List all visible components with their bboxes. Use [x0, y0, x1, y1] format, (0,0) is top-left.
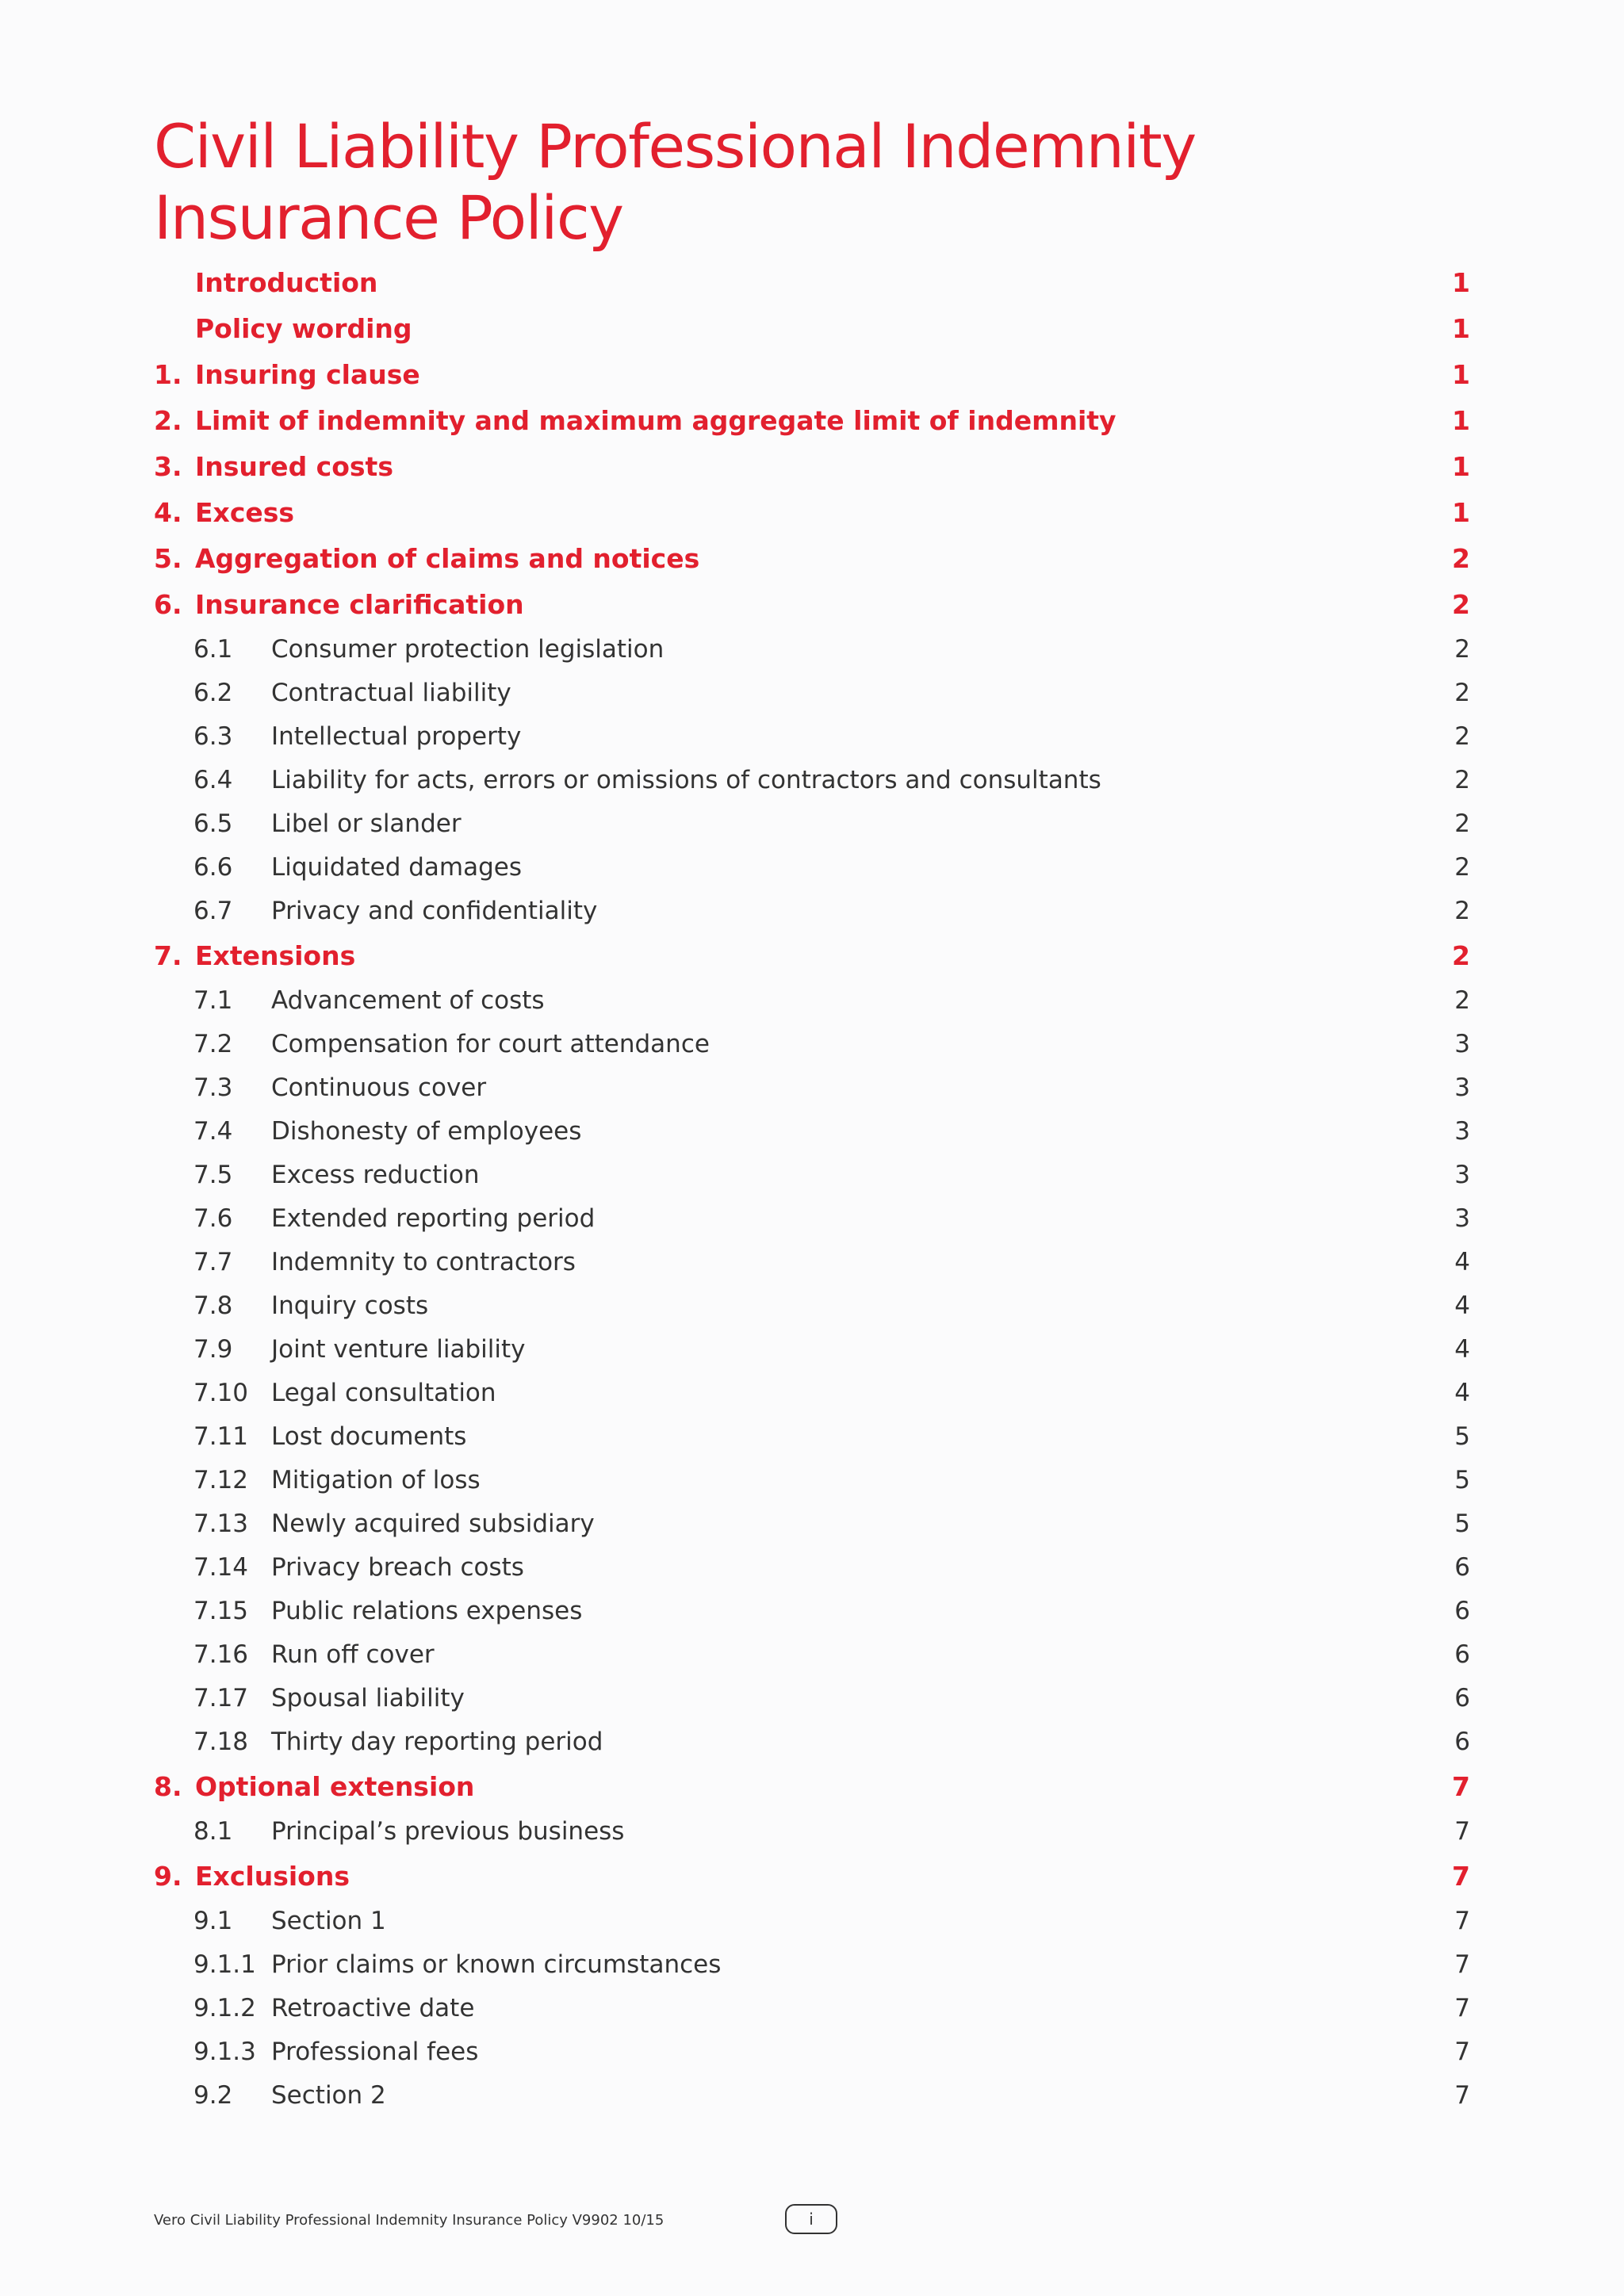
toc-entry-number: 9.1	[193, 1906, 233, 1935]
toc-entry-page-number: 7	[1454, 2080, 1470, 2110]
toc-entry-label: Privacy and confidentiality	[271, 896, 598, 925]
toc-entry-label: Professional fees	[271, 2037, 479, 2066]
toc-entry-label: Extended reporting period	[271, 1203, 596, 1233]
toc-entry-page-number: 2	[1452, 542, 1470, 574]
toc-entry-page-number: 5	[1454, 1465, 1470, 1494]
toc-entry-label: Run off cover	[271, 1640, 435, 1669]
toc-entry-subsection[interactable]	[154, 1676, 1470, 1720]
toc-entry-page-number: 4	[1454, 1378, 1470, 1407]
toc-entry-subsection[interactable]	[154, 1986, 1470, 2030]
toc-entry-page-number: 2	[1454, 985, 1470, 1015]
toc-entry-subsection[interactable]	[154, 671, 1470, 714]
toc-entry-number: 7.	[154, 939, 182, 971]
toc-entry-page-number: 2	[1454, 634, 1470, 664]
toc-entry-subsection[interactable]	[154, 758, 1470, 802]
toc-entry-label: Insuring clause	[195, 358, 420, 390]
toc-entry-page-number: 2	[1452, 588, 1470, 620]
toc-entry-page-number: 2	[1454, 852, 1470, 882]
toc-entry-label: Limit of indemnity and maximum aggregate limit of indemnity	[195, 404, 1116, 436]
toc-entry-label: Libel or slander	[271, 809, 462, 838]
toc-entry-section[interactable]	[154, 581, 1470, 627]
toc-entry-number: 7.11	[193, 1422, 249, 1451]
toc-entry-page-number: 1	[1452, 312, 1470, 344]
toc-entry-page-number: 1	[1452, 404, 1470, 436]
toc-entry-page-number: 1	[1452, 358, 1470, 390]
toc-entry-label: Continuous cover	[271, 1073, 487, 1102]
toc-entry-subsection[interactable]	[154, 1284, 1470, 1327]
toc-entry-subsection[interactable]	[154, 1414, 1470, 1458]
title-line-2: Insurance Policy	[154, 182, 623, 253]
toc-entry-section[interactable]	[154, 443, 1470, 489]
toc-entry-label: Lost documents	[271, 1422, 467, 1451]
toc-entry-label: Introduction	[195, 266, 378, 298]
toc-entry-number: 7.13	[193, 1509, 249, 1538]
toc-entry-page-number: 7	[1454, 1950, 1470, 1979]
toc-entry-label: Excess reduction	[271, 1160, 480, 1189]
toc-entry-label: Dishonesty of employees	[271, 1116, 582, 1146]
toc-entry-label: Newly acquired subsidiary	[271, 1509, 595, 1538]
toc-entry-page-number: 6	[1454, 1683, 1470, 1712]
toc-entry-label: Section 1	[271, 1906, 386, 1935]
toc-entry-subsection[interactable]	[154, 1109, 1470, 1153]
toc-entry-number: 7.6	[193, 1203, 233, 1233]
toc-entry-page-number: 3	[1454, 1029, 1470, 1058]
toc-entry-subsection[interactable]	[154, 1458, 1470, 1502]
toc-entry-number: 7.16	[193, 1640, 249, 1669]
toc-entry-number: 9.	[154, 1860, 182, 1892]
toc-entry-subsection[interactable]	[154, 1153, 1470, 1196]
toc-entry-label: Optional extension	[195, 1770, 475, 1802]
toc-entry-section[interactable]	[154, 535, 1470, 581]
toc-entry-number: 4.	[154, 496, 182, 528]
toc-entry-subsection[interactable]	[154, 1632, 1470, 1676]
toc-entry-label: Compensation for court attendance	[271, 1029, 710, 1058]
toc-entry-label: Section 2	[271, 2080, 386, 2110]
toc-entry-label: Insured costs	[195, 450, 393, 482]
toc-entry-page-number: 7	[1452, 1770, 1470, 1802]
toc-entry-label: Exclusions	[195, 1860, 350, 1892]
toc-entry-page-number: 4	[1454, 1291, 1470, 1320]
toc-entry-subsection[interactable]	[154, 1545, 1470, 1589]
toc-entry-label: Liquidated damages	[271, 852, 523, 882]
toc-entry-subsection[interactable]	[154, 627, 1470, 671]
toc-entry-label: Consumer protection legislation	[271, 634, 665, 664]
toc-entry-number: 9.1.1	[193, 1950, 256, 1979]
toc-entry-label: Insurance clarification	[195, 588, 524, 620]
toc-entry-number: 9.1.3	[193, 2037, 256, 2066]
toc-entry-page-number: 2	[1454, 721, 1470, 751]
toc-entry-number: 7.1	[193, 985, 233, 1015]
toc-entry-page-number: 3	[1454, 1160, 1470, 1189]
toc-entry-number: 6.1	[193, 634, 233, 664]
toc-entry-label: Mitigation of loss	[271, 1465, 481, 1494]
toc-entry-section[interactable]	[154, 1763, 1470, 1809]
toc-entry-page-number: 3	[1454, 1116, 1470, 1146]
toc-entry-label: Thirty day reporting period	[271, 1727, 603, 1756]
toc-entry-subsection[interactable]	[154, 1022, 1470, 1066]
toc-entry-page-number: 7	[1454, 2037, 1470, 2066]
toc-entry-number: 7.18	[193, 1727, 249, 1756]
toc-entry-number: 7.17	[193, 1683, 249, 1712]
toc-entry-number: 8.	[154, 1770, 182, 1802]
toc-entry-subsection[interactable]	[154, 1371, 1470, 1414]
toc-entry-number: 6.5	[193, 809, 233, 838]
toc-entry-label: Joint venture liability	[271, 1334, 526, 1364]
toc-entry-number: 6.	[154, 588, 182, 620]
toc-entry-label: Prior claims or known circumstances	[271, 1950, 722, 1979]
toc-entry-subsection[interactable]	[154, 1720, 1470, 1763]
toc-entry-number: 6.4	[193, 765, 233, 794]
toc-entry-subsection[interactable]	[154, 845, 1470, 889]
toc-entry-number: 7.5	[193, 1160, 233, 1189]
toc-entry-number: 6.6	[193, 852, 233, 882]
toc-entry-label: Excess	[195, 496, 295, 528]
toc-entry-label: Policy wording	[195, 312, 412, 344]
toc-entry-label: Public relations expenses	[271, 1596, 583, 1625]
toc-entry-number: 3.	[154, 450, 182, 482]
toc-entry-label: Aggregation of claims and notices	[195, 542, 700, 574]
table-of-contents	[154, 259, 1470, 2117]
toc-entry-number: 7.4	[193, 1116, 233, 1146]
toc-entry-page-number: 2	[1454, 809, 1470, 838]
toc-entry-label: Retroactive date	[271, 1993, 475, 2022]
toc-entry-number: 7.9	[193, 1334, 233, 1364]
toc-entry-page-number: 6	[1454, 1552, 1470, 1582]
toc-entry-subsection[interactable]	[154, 1589, 1470, 1632]
toc-entry-number: 7.3	[193, 1073, 233, 1102]
toc-entry-section[interactable]	[154, 351, 1470, 397]
toc-entry-subsection[interactable]	[154, 1240, 1470, 1284]
toc-entry-page-number: 6	[1454, 1596, 1470, 1625]
toc-entry-number: 6.2	[193, 678, 233, 707]
toc-entry-number: 7.7	[193, 1247, 233, 1276]
toc-entry-page-number: 2	[1452, 939, 1470, 971]
toc-entry-number: 2.	[154, 404, 182, 436]
toc-entry-section[interactable]	[154, 1853, 1470, 1899]
toc-entry-label: Legal consultation	[271, 1378, 496, 1407]
toc-entry-label: Liability for acts, errors or omissions of contractors and consultants	[271, 765, 1101, 794]
toc-entry-subsection[interactable]	[154, 802, 1470, 845]
toc-entry-label: Extensions	[195, 939, 356, 971]
toc-entry-page-number: 1	[1452, 496, 1470, 528]
toc-entry-section[interactable]	[154, 932, 1470, 978]
toc-entry-subsection[interactable]	[154, 1502, 1470, 1545]
footer-text: Vero Civil Liability Professional Indemnity Insurance Policy V9902 10/15	[154, 2212, 665, 2229]
toc-entry-section[interactable]	[154, 397, 1470, 443]
toc-entry-page-number: 4	[1454, 1334, 1470, 1364]
toc-entry-subsection[interactable]	[154, 1066, 1470, 1109]
toc-entry-page-number: 4	[1454, 1247, 1470, 1276]
toc-entry-label: Contractual liability	[271, 678, 511, 707]
toc-entry-section[interactable]	[154, 305, 1470, 351]
toc-entry-label: Inquiry costs	[271, 1291, 429, 1320]
toc-entry-label: Principal’s previous business	[271, 1816, 625, 1846]
toc-entry-label: Privacy breach costs	[271, 1552, 524, 1582]
toc-entry-subsection[interactable]	[154, 889, 1470, 932]
page-title	[154, 111, 1264, 254]
toc-entry-page-number: 2	[1454, 678, 1470, 707]
toc-entry-page-number: 5	[1454, 1422, 1470, 1451]
toc-entry-number: 6.3	[193, 721, 233, 751]
toc-entry-number: 7.2	[193, 1029, 233, 1058]
toc-entry-page-number: 2	[1454, 765, 1470, 794]
toc-entry-page-number: 6	[1454, 1727, 1470, 1756]
toc-entry-number: 7.15	[193, 1596, 249, 1625]
toc-entry-page-number: 6	[1454, 1640, 1470, 1669]
toc-entry-label: Intellectual property	[271, 721, 522, 751]
toc-entry-subsection[interactable]	[154, 714, 1470, 758]
toc-entry-page-number: 3	[1454, 1073, 1470, 1102]
toc-entry-page-number: 1	[1452, 266, 1470, 298]
toc-entry-number: 7.8	[193, 1291, 233, 1320]
toc-entry-subsection[interactable]	[154, 1809, 1470, 1853]
toc-entry-subsection[interactable]	[154, 978, 1470, 1022]
toc-entry-subsection[interactable]	[154, 2073, 1470, 2117]
toc-entry-subsection[interactable]	[154, 1942, 1470, 1986]
toc-entry-number: 7.14	[193, 1552, 249, 1582]
toc-entry-page-number: 7	[1452, 1860, 1470, 1892]
toc-entry-section[interactable]	[154, 489, 1470, 535]
toc-entry-page-number: 1	[1452, 450, 1470, 482]
toc-entry-number: 8.1	[193, 1816, 233, 1846]
toc-entry-subsection[interactable]	[154, 1196, 1470, 1240]
toc-entry-label: Advancement of costs	[271, 985, 545, 1015]
toc-entry-number: 7.12	[193, 1465, 249, 1494]
toc-entry-label: Spousal liability	[271, 1683, 465, 1712]
toc-entry-subsection[interactable]	[154, 2030, 1470, 2073]
page-number: i	[809, 2210, 814, 2229]
toc-entry-subsection[interactable]	[154, 1899, 1470, 1942]
toc-entry-number: 9.2	[193, 2080, 233, 2110]
toc-entry-subsection[interactable]	[154, 1327, 1470, 1371]
toc-entry-section[interactable]	[154, 259, 1470, 305]
toc-entry-number: 7.10	[193, 1378, 249, 1407]
title-line-1: Civil Liability Professional Indemnity	[154, 111, 1196, 182]
toc-entry-page-number: 3	[1454, 1203, 1470, 1233]
toc-entry-page-number: 7	[1454, 1906, 1470, 1935]
toc-entry-page-number: 7	[1454, 1993, 1470, 2022]
toc-entry-number: 9.1.2	[193, 1993, 256, 2022]
toc-entry-number: 5.	[154, 542, 182, 574]
toc-entry-number: 1.	[154, 358, 182, 390]
toc-entry-label: Indemnity to contractors	[271, 1247, 576, 1276]
page-number-badge	[785, 2204, 837, 2234]
toc-entry-page-number: 5	[1454, 1509, 1470, 1538]
toc-entry-page-number: 2	[1454, 896, 1470, 925]
toc-entry-page-number: 7	[1454, 1816, 1470, 1846]
toc-entry-number: 6.7	[193, 896, 233, 925]
